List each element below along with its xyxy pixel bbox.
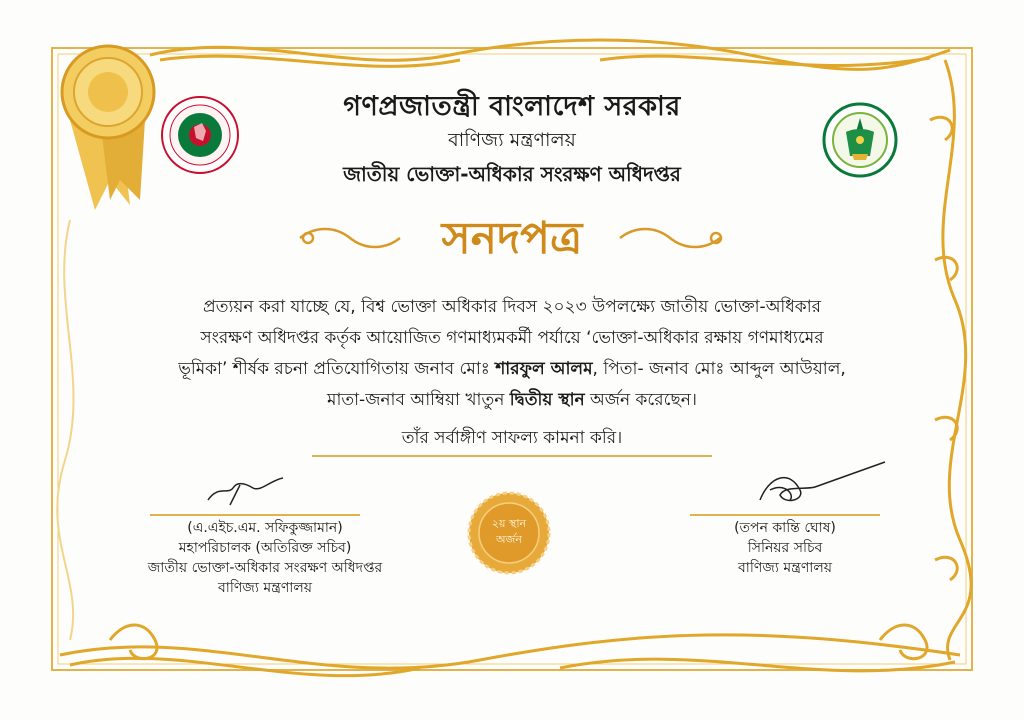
wish-line: তাঁর সর্বাঙ্গীণ সাফল্য কামনা করি। xyxy=(401,428,623,448)
body-line-2: সংরক্ষণ অধিদপ্তর কর্তৃক আয়োজিত গণমাধ্যমকর্মী পর্যায়ে ‘ভোক্তা-অধিকার রক্ষায় গণমাধ্যমের xyxy=(200,328,824,348)
left-signatory xyxy=(120,518,410,598)
achievement-seal xyxy=(466,490,552,576)
government-title: গণপ্রজাতন্ত্রী বাংলাদেশ সরকার xyxy=(343,91,681,122)
left-signatory-name: (এ.এইচ.এম. সফিকুজ্জামান) xyxy=(187,520,343,536)
right-signatory-ministry: বাণিজ্য মন্ত্রণালয় xyxy=(737,560,833,576)
bangladesh-government-emblem xyxy=(160,95,240,175)
certificate-title: সনদপত্র xyxy=(441,213,583,264)
body-line-3 xyxy=(150,354,874,385)
ministry-name: বাণিজ্য মন্ত্রণালয় xyxy=(448,129,576,151)
right-signatory-title: সিনিয়র সচিব xyxy=(747,540,823,556)
recipient-name: শারফুল আলম xyxy=(495,359,593,379)
achievement-place: দ্বিতীয় স্থান xyxy=(509,390,585,410)
body-line-4-end: অর্জন করেছেন। xyxy=(584,390,697,410)
body-line-3-start: ভূমিকা’ শীর্ষক রচনা প্রতিযোগিতায় জনাব মোঃ xyxy=(178,359,496,379)
left-signatory-title: মহাপরিচালক (অতিরিক্ত সচিব) xyxy=(178,540,352,556)
left-signatory-ministry: বাণিজ্য মন্ত্রণালয় xyxy=(217,580,313,596)
certificate-body xyxy=(150,292,874,416)
right-signatory xyxy=(680,518,890,578)
department-name: জাতীয় ভোক্তা-অধিকার সংরক্ষণ অধিদপ্তর xyxy=(343,162,681,186)
gold-rosette xyxy=(62,46,154,210)
body-line-1: প্রত্যয়ন করা যাচ্ছে যে, বিশ্ব ভোক্তা অধিকার দিবস ২০২৩ উপলক্ষ্যে জাতীয় ভোক্তা-অধিকার xyxy=(203,297,821,317)
left-signatory-office: জাতীয় ভোক্তা-অধিকার সংরক্ষণ অধিদপ্তর xyxy=(147,560,383,576)
body-line-3-end: , পিতা- জনাব মোঃ আব্দুল আউয়াল, xyxy=(592,359,846,379)
consumer-rights-department-logo xyxy=(822,102,898,178)
body-line-4-start: মাতা-জনাব আম্বিয়া খাতুন xyxy=(327,390,510,410)
seal-line-2: অর্জন xyxy=(496,533,522,546)
seal-line-1: ২য় স্থান xyxy=(491,517,527,530)
body-line-4 xyxy=(150,385,874,416)
right-signatory-name: (তপন কান্তি ঘোষ) xyxy=(734,520,836,536)
